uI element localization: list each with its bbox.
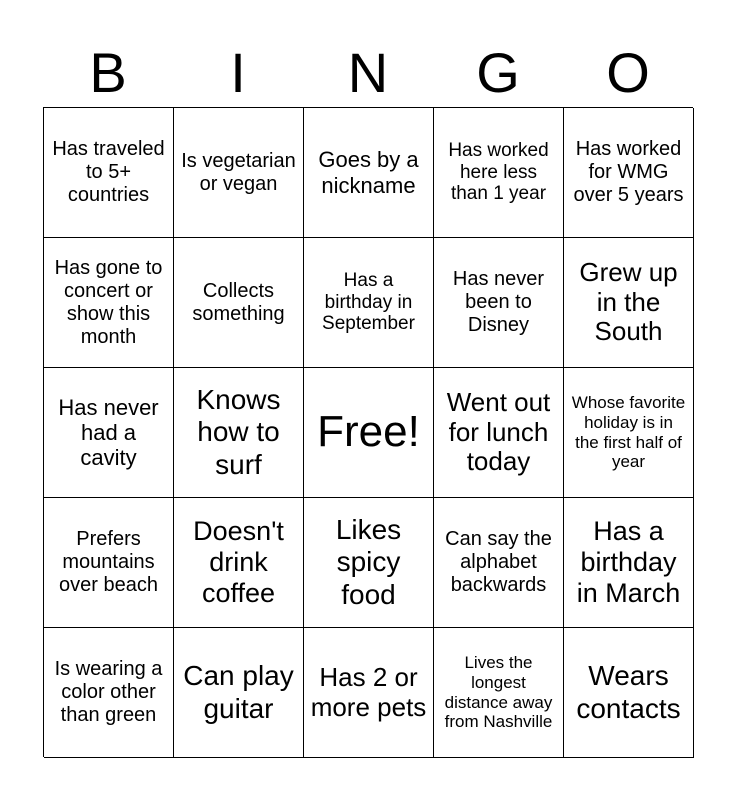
bingo-cell: Has traveled to 5+ countries bbox=[44, 108, 174, 238]
bingo-cell: Goes by a nickname bbox=[304, 108, 434, 238]
bingo-cell: Prefers mountains over beach bbox=[44, 498, 174, 628]
bingo-cell: Has never had a cavity bbox=[44, 368, 174, 498]
bingo-cell: Has worked for WMG over 5 years bbox=[564, 108, 694, 238]
bingo-cell: Collects something bbox=[174, 238, 304, 368]
bingo-cell: Is wearing a color other than green bbox=[44, 628, 174, 758]
header-letter-b: B bbox=[89, 41, 127, 104]
bingo-cell: Grew up in the South bbox=[564, 238, 694, 368]
bingo-cell: Has 2 or more pets bbox=[304, 628, 434, 758]
header-letter-g: G bbox=[476, 41, 520, 104]
bingo-header bbox=[43, 40, 693, 106]
bingo-cell: Can play guitar bbox=[174, 628, 304, 758]
bingo-cell: Has gone to concert or show this month bbox=[44, 238, 174, 368]
free-space: Free! bbox=[304, 368, 434, 498]
bingo-cell: Whose favorite holiday is in the first half of year bbox=[564, 368, 694, 498]
bingo-grid bbox=[43, 107, 693, 757]
bingo-cell: Has worked here less than 1 year bbox=[434, 108, 564, 238]
bingo-cell: Has a birthday in September bbox=[304, 238, 434, 368]
header-letter-i: I bbox=[230, 41, 246, 104]
bingo-cell: Went out for lunch today bbox=[434, 368, 564, 498]
bingo-cell: Has never been to Disney bbox=[434, 238, 564, 368]
bingo-cell: Can say the alphabet backwards bbox=[434, 498, 564, 628]
bingo-cell: Lives the longest distance away from Nashville bbox=[434, 628, 564, 758]
header-letter-o: O bbox=[606, 41, 650, 104]
bingo-cell: Doesn't drink coffee bbox=[174, 498, 304, 628]
bingo-cell: Likes spicy food bbox=[304, 498, 434, 628]
bingo-cell: Is vegetarian or vegan bbox=[174, 108, 304, 238]
bingo-cell: Has a birthday in March bbox=[564, 498, 694, 628]
bingo-cell: Wears contacts bbox=[564, 628, 694, 758]
header-letter-n: N bbox=[347, 41, 389, 104]
bingo-cell: Knows how to surf bbox=[174, 368, 304, 498]
